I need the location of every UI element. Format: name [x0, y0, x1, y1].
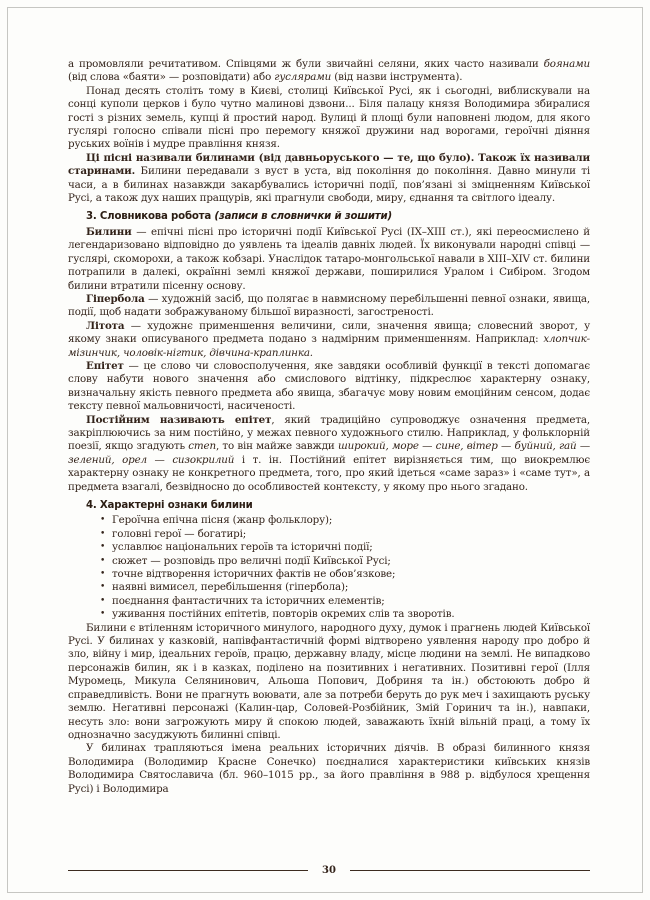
paragraph: [68, 293, 590, 320]
bullet-icon: •: [100, 555, 106, 566]
italic-text: хлопчик-мізинчик, чоловік-нігтик, дівчина-краплинка.: [68, 333, 590, 359]
bullet-icon: •: [100, 528, 106, 539]
bold-text: Гіпербола: [86, 292, 145, 305]
bold-italic-text: (записи в словнички й зошити): [214, 211, 392, 223]
list-item: [100, 555, 590, 568]
text: (від назви інструмента).: [331, 71, 463, 84]
bold-text: епітет: [234, 413, 272, 426]
text: а промовляли речитативом. Співцями ж були звичайні селяни, яких часто називали: [68, 58, 544, 70]
text: Билини передавали з вуст в уста, від покоління до покоління. Давно минули ті часи, а в билинах назавжди закарбувались історичні події, пов’язані зі зміцненням Київської Русі, а також дух наших пращурів, які прагнули свободи, миру, єднання та світлого ідеалу.: [68, 165, 590, 205]
paragraph: [68, 320, 590, 360]
text: — епічні пісні про історичні події Київської Русі (IX–XIII ст.), які переосмислено й легендаризовано відповідно до уявлень та ідеалів давніх людей. Їх виконували народні співці — гуслярі, скоморохи, а також кобзарі. Унаслідок татаро-монгольської навали в XIII–XIV ст. билини потрапили в далекі, окраїнні землі княжої держави, поширилися Уралом і Сибіром. Згодом билини втратили пісенну основу.: [68, 225, 590, 292]
page-body: [68, 58, 590, 796]
bullet-icon: •: [100, 569, 106, 580]
bullet-icon: •: [100, 595, 106, 606]
bold-text: Літота: [86, 319, 125, 332]
paragraph: [68, 742, 590, 796]
footer-rule-right: [350, 870, 590, 871]
paragraph: [68, 622, 590, 743]
text: , який традиційно супроводжує означення предмета, закріплюючись за ним постійно, у межах певного художнього стилю. Наприклад, у фольклорній поезії, якщо згадують: [68, 413, 590, 453]
paragraph: [68, 360, 590, 414]
list-item-text: сюжет — розповідь про величні події Київської Русі;: [112, 554, 391, 567]
italic-text: широкий, море — сине, вітер — буйний, гай — зелений, орел — сизокрилий: [68, 440, 591, 466]
bullet-icon: •: [100, 515, 106, 526]
paragraph: [68, 58, 590, 85]
text: — художній засіб, що полягає в навмисному перебільшенні певної ознаки, явища, події, щоб надати зображуваному більшої виразності, загостреності.: [68, 292, 590, 319]
list-item-text: Героїчна епічна пісня (жанр фольклору);: [112, 514, 333, 527]
list-item: [100, 568, 590, 581]
footer-rule-left: [68, 870, 308, 871]
text: , то він майже завжди: [215, 440, 338, 453]
list-item-text: головні герої — богатирі;: [112, 527, 247, 540]
bullet-icon: •: [100, 542, 106, 553]
text: Билини є втіленням історичного минулого, народного духу, думок і прагнень людей Київської Русі. У билинах у казковій, напівфантастичній формі відтворено уявлення народу про добро й зло, війну і мир, ідеальних героїв, працю, державну владу, місце людини на землі. Не випадково персонажів билин, як і в казках, поділено на позитивних і негативних. Позитивні герої (Ілля Муромець, Микула Селянинович, Альоша Попович, Добриня та ін.) обстоюють добро й справедливість. Вони не прагнуть воювати, але за потреби беруть до рук меч і захищають руську землю. Негативні персонажі (Калин-цар, Соловей-Розбійник, Змій Горинич та ін.), навпаки, несуть зло: вони загрожують миру й спокою людей, заважають їхній вільній праці, а тому їх однозначно засуджують билинні співці.: [68, 621, 591, 741]
bold-text: Постійним: [86, 413, 150, 426]
text: У билинах трапляються імена реальних історичних діячів. В образі билинного князя Володимира (Володимир Красне Сонечко) поєдналися характеристики київських князів Володимира Святославича (бл. 960–1015 рр., за його правління в 988 р. відбулося хрещення Русі) і Володимира: [68, 742, 590, 795]
bullet-list: [68, 514, 590, 621]
list-item: [100, 541, 590, 554]
page-number: 30: [322, 865, 336, 876]
list-item-text: уславлює національних героїв та історичні події;: [112, 541, 373, 554]
list-item: [100, 528, 590, 541]
paragraph: [68, 152, 590, 206]
text: (від слова «баяти» — розповідати) або: [68, 71, 275, 84]
bold-text: 3. Словникова робота: [86, 211, 215, 223]
text: — художнє применшення величини, сили, значення явища; словесний зворот, у якому знаки описуваного предмета подано з надмірним применшенням. Наприклад:: [68, 319, 590, 346]
italic-text: степ: [188, 440, 216, 453]
bullet-icon: •: [100, 582, 106, 593]
italic-text: боянами: [543, 58, 590, 70]
bold-text: 4. Характерні ознаки билини: [86, 500, 253, 511]
section-heading: [68, 210, 590, 223]
list-item: [100, 608, 590, 621]
bullet-icon: •: [100, 609, 106, 620]
paragraph: [68, 226, 590, 293]
text: і т. ін. Постійний епітет вирізняється тим, що виокремлює характерну ознаку не конкретного предмета, того, про який ідеться «саме зараз» і «саме тут», а предмета взагалі, безвідносно до особливостей контексту, у якому про нього згадано.: [68, 453, 590, 493]
list-item: [100, 595, 590, 608]
list-item: [100, 514, 590, 527]
list-item: [100, 581, 590, 594]
bold-text: Епітет: [86, 359, 124, 372]
italic-text: гуслярами: [274, 71, 332, 84]
section-heading: [68, 499, 590, 512]
text: Понад десять століть тому в Києві, столиці Київської Русі, як і сьогодні, виблискували на сонці куполи церков і було чутно малинові дзвони... Біля палацу князя Володимира збиралися гості з різних земель, купці й простий народ. Вулиці й площі були наповнені людом, для якого гуслярі голосно співали пісні про перемогу княжої дружини над ворогами, героїчні діяння руських воїнів і мудре правління князя.: [68, 84, 590, 151]
list-item-text: наявні вимисел, перебільшення (гіпербола);: [112, 581, 349, 594]
list-item-text: точне відтворення історичних фактів не обов’язкове;: [112, 568, 396, 581]
list-item-text: поєднання фантастичних та історичних елементів;: [112, 594, 385, 607]
text: — це слово чи словосполучення, яке завдяки особливій функції в тексті допомагає слову набути нового значення або смислового відтінку, підкреслює характерну ознаку, визначальну якість певного предмета або явища, збагачує мову новим емоційним сенсом, додає тексту певної мальовничості, насиченості.: [68, 359, 590, 413]
bold-text: Ці пісні називали билинами (від давньоруського — те, що було). Також їх називали старинами.: [68, 151, 590, 178]
page-footer: [68, 865, 590, 876]
paragraph: [68, 85, 590, 152]
bold-text: називають: [149, 413, 235, 426]
paragraph: [68, 414, 590, 494]
bold-text: Билини: [86, 225, 132, 238]
list-item-text: уживання постійних епітетів, повторів окремих слів та зворотів.: [112, 608, 455, 621]
